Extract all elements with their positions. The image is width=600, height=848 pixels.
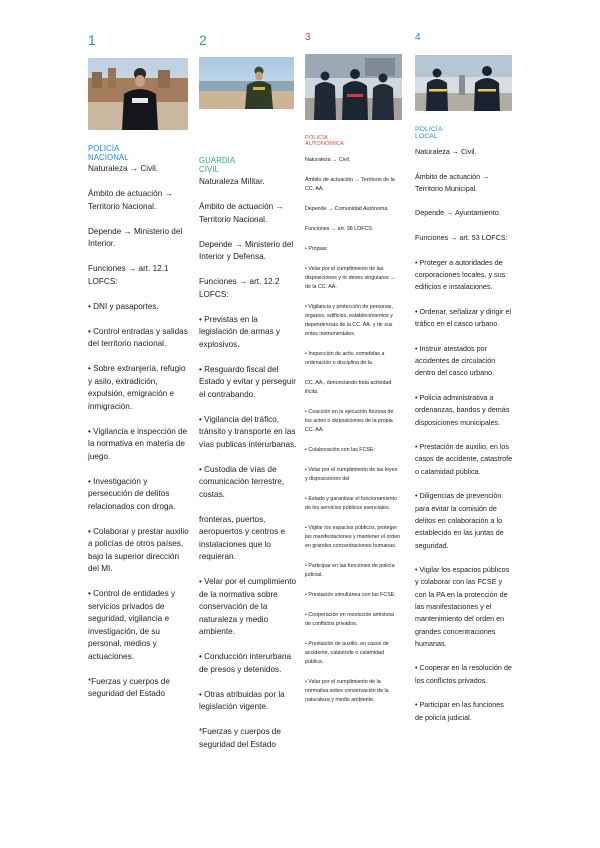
body-paragraph: Funciones → art. 53 LOFCS: xyxy=(415,233,508,243)
body-paragraph: • Cooperar en la resolución de los conflictos privados. xyxy=(415,663,512,685)
body-paragraph: • Previstas en la legislación de armas y explosivos. xyxy=(199,314,281,349)
body-paragraph: • Velar por el cumplimiento de la normativa sobre conservación de la naturaleza y medio ambiente. xyxy=(199,577,297,636)
body-paragraph: • Prestación simultánea con las FCSE: xyxy=(305,592,396,598)
local-police-officers-photo xyxy=(415,55,512,111)
body-paragraph: • Velar por el cumplimiento de la normativa sobre conservación de la naturaleza y medio ambiente. xyxy=(305,679,389,703)
body-paragraph: Naturaleza → Civil. xyxy=(305,157,351,163)
column-number: 4 xyxy=(415,32,421,43)
national-police-officer-photo xyxy=(88,58,188,130)
body-paragraph: • Vigilancia y protección de personas, órganos, edificios, establecimientos y dependencias de la CC. AA. y de sus entes instrumentales. xyxy=(305,304,394,337)
body-paragraph: • Policía administrativa a ordenanzas, bandos y demás disposiciones municipales. xyxy=(415,392,510,427)
column-body xyxy=(88,163,190,713)
body-paragraph: *Fuerzas y cuerpos de seguridad del Estado xyxy=(88,676,170,698)
body-paragraph: • Investigación y persecución de delitos relacionados con droga. xyxy=(88,476,176,511)
body-paragraph: Ámbito de actuación → Territorio de la CC. AA. xyxy=(305,177,395,192)
body-paragraph: • Prestación de auxilio, en casos de accidente, catástrofe o calamidad pública. xyxy=(305,641,389,665)
body-paragraph: • Cooperación en resolución amistosa de conflictos privados. xyxy=(305,612,395,627)
body-paragraph: • Velar por el cumplimiento de las leyes y disposiciones del xyxy=(305,467,398,482)
body-paragraph: Funciones → art. 12.2 LOFCS: xyxy=(199,277,280,299)
column-heading: POLICÍA AUTONÓMICA xyxy=(305,135,344,147)
body-paragraph: • Custodia de vías de comunicación terrestre, costas. xyxy=(199,464,285,499)
column-number: 3 xyxy=(305,32,311,43)
body-paragraph: *Fuerzas y cuerpos de seguridad del Estado xyxy=(199,727,281,749)
body-paragraph: • Instruir atestados por accidentes de circulación dentro del casco urbano. xyxy=(415,343,496,378)
body-paragraph: • Vigilancia e inspección de la normativa en materia de juego. xyxy=(88,426,188,461)
body-paragraph: Naturaleza → Civil. xyxy=(415,147,477,156)
body-paragraph: • Conducción interurbana de presos y detenidos. xyxy=(199,652,292,674)
body-paragraph: Funciones → art. 12.1 LOFCS: xyxy=(88,264,169,286)
body-paragraph: CC. AA., denunciando toda actividad ilícita. xyxy=(305,380,392,395)
body-paragraph: • Otras atribuidas por la legislación vigente. xyxy=(199,689,285,711)
body-paragraph: • Coacción en la ejecución forzosa de los actos o disposiciones de la propia CC. AA. xyxy=(305,409,394,433)
column-heading: POLICÍA NACIONAL xyxy=(88,144,129,162)
column-number: 2 xyxy=(199,32,207,48)
body-paragraph: • Colaborar y prestar auxilio a policías de otros países, bajo la superior dirección del MI. xyxy=(88,526,189,573)
body-paragraph: Depende → Comunidad Autónoma. xyxy=(305,206,389,212)
body-paragraph: fronteras, puertos, aeropuertos y centros e instalaciones que lo requieran. xyxy=(199,514,286,561)
column-heading: GUARDIA CIVIL xyxy=(199,156,235,174)
column-body xyxy=(305,156,401,716)
body-paragraph: • Velar por el cumplimiento de las disposiciones y ór denes singulares → de la CC. AA. xyxy=(305,266,396,290)
body-paragraph: • Vigilancia del tráfico, tránsito y transporte en las vías publicas interurbanas. xyxy=(199,414,297,449)
body-paragraph: Depende → Ministerio del Interior y Defensa. xyxy=(199,239,294,261)
body-paragraph: • Propias: xyxy=(305,246,328,252)
column-heading: POLICÍA LOCAL xyxy=(415,126,443,140)
body-paragraph: • Control de entidades y servicios privados de seguridad, vigilancia e investigación, de su personal, medios y actuaciones. xyxy=(88,589,176,661)
column-body xyxy=(415,146,513,736)
civil-guard-officer-photo xyxy=(199,57,294,109)
body-paragraph: • Colaboración con las FCSE: xyxy=(305,447,375,453)
body-paragraph: • Inspección de activ. sometidas a ordenación o disciplina de la xyxy=(305,351,385,366)
body-paragraph: • Vigilar los espacios públicos, proteger las manifestaciones y mantener el orden en grandes concentraciones humanas. xyxy=(305,525,401,549)
body-paragraph: Naturaleza Militar. xyxy=(199,177,265,186)
body-paragraph: • Estado y garantizar el funcionamiento de los servicios públicos esenciales. xyxy=(305,496,397,511)
body-paragraph: • Participar en las funciones de policía judicial. xyxy=(415,700,504,722)
body-paragraph: • Proteger a autoridades de corporaciones locales, y sus edificios e instalaciones. xyxy=(415,257,506,292)
autonomous-police-officers-photo xyxy=(305,54,402,120)
body-paragraph: Depende → Ayuntamiento. xyxy=(415,208,501,218)
column-body xyxy=(199,176,297,764)
body-paragraph: Funciones → art. 38 LOFCS: xyxy=(305,226,374,232)
body-paragraph: Ámbito de actuación → Territorio Nacional. xyxy=(199,202,284,224)
body-paragraph: • Prestación de auxilio, en los casos de accidente, catastrofe o calamidad pública. xyxy=(415,442,513,476)
body-paragraph: Depende → Ministerio del Interior. xyxy=(88,226,183,248)
body-paragraph: • Participar en las funciones de policía judicial. xyxy=(305,563,395,578)
body-paragraph: Ámbito de actuación → Territorio Municipal. xyxy=(415,171,490,193)
body-paragraph: • Diligencias de prevención para evitar la comisión de delitos en colaboración a lo establecido en las juntas de seguridad. xyxy=(415,491,504,550)
body-paragraph: • Sobre extranjería, refugio y asilo, extradición, expulsión, emigración e inmigración. xyxy=(88,364,186,411)
column-number: 1 xyxy=(88,32,96,48)
body-paragraph: • Ordenar, señalizar y dirigir el tráfico en el casco urbano. xyxy=(415,306,511,329)
body-paragraph: Naturaleza → Civil. xyxy=(88,164,159,173)
body-paragraph: • Vigilar los espacios públicos y colaborar con las FCSE y con la PA en la protección de las manifestaciones y el mantenimiento del orden en grandes concentraciones humanas. xyxy=(415,565,510,648)
body-paragraph: • Resguardo fiscal del Estado y evitar y perseguir el contrabando. xyxy=(199,364,296,399)
body-paragraph: Ámbito de actuación → Territorio Nacional. xyxy=(88,189,173,211)
body-paragraph: • Control entradas y salidas del territorio nacional. xyxy=(88,326,188,348)
body-paragraph: • DNI y pasaportes. xyxy=(88,301,159,311)
